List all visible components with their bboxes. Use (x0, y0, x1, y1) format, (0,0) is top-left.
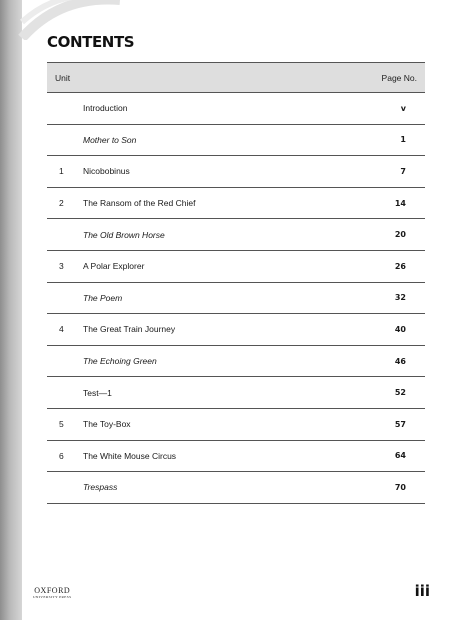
table-body (47, 93, 425, 504)
table-row (47, 409, 425, 441)
page-number-cell: 40 (394, 324, 406, 334)
table-row (47, 125, 425, 157)
table-row (47, 219, 425, 251)
chapter-title: Nicobobinus (83, 166, 130, 177)
unit-column-header: Unit (55, 72, 71, 83)
chapter-title: The Old Brown Horse (83, 229, 165, 240)
page-number-cell: 64 (394, 451, 406, 461)
publisher-logo (33, 586, 71, 599)
table-header (47, 62, 425, 93)
chapter-title: The Great Train Journey (83, 324, 176, 335)
page-number-cell: v (400, 103, 406, 113)
chapter-title: Trespass (83, 482, 118, 493)
table-row (47, 283, 425, 315)
page-number-cell: 26 (394, 261, 406, 271)
table-row (47, 346, 425, 378)
table-row (47, 441, 425, 473)
page-number-cell: 52 (394, 388, 406, 398)
chapter-title: Mother to Son (83, 134, 137, 145)
chapter-title: Test—1 (83, 387, 112, 398)
page-number-cell: 14 (394, 198, 406, 208)
page-number-cell: 70 (394, 482, 406, 492)
page-number: iii (414, 582, 430, 600)
unit-number: 6 (59, 450, 64, 461)
unit-number: 5 (59, 419, 64, 430)
chapter-title: The Echoing Green (83, 356, 157, 367)
page-column-header: Page No. (381, 72, 417, 83)
table-row (47, 314, 425, 346)
page-number-cell: 32 (394, 293, 406, 303)
page-number-cell: 7 (400, 166, 406, 176)
contents-table (47, 62, 425, 504)
chapter-title: A Polar Explorer (83, 261, 145, 272)
chapter-title: The Poem (83, 292, 123, 303)
page-number-cell: 1 (400, 135, 406, 145)
page-number-cell: 57 (394, 419, 406, 429)
chapter-title: The Ransom of the Red Chief (83, 198, 196, 209)
table-row (47, 472, 425, 504)
unit-number: 4 (59, 324, 64, 335)
table-row (47, 93, 425, 125)
page-number-cell: 20 (394, 230, 406, 240)
chapter-title: The Toy-Box (83, 419, 131, 430)
side-strip (0, 0, 22, 620)
publisher-name: OXFORD (34, 586, 71, 595)
unit-number: 2 (59, 198, 64, 209)
table-row (47, 377, 425, 409)
table-row (47, 156, 425, 188)
unit-number: 1 (59, 166, 64, 177)
publisher-subtitle: UNIVERSITY PRESS (33, 595, 72, 599)
page-title: CONTENTS (47, 33, 135, 51)
chapter-title: Introduction (83, 103, 128, 114)
table-row (47, 251, 425, 283)
unit-number: 3 (59, 261, 64, 272)
page-number-cell: 46 (394, 356, 406, 366)
table-row (47, 188, 425, 220)
chapter-title: The White Mouse Circus (83, 450, 177, 461)
